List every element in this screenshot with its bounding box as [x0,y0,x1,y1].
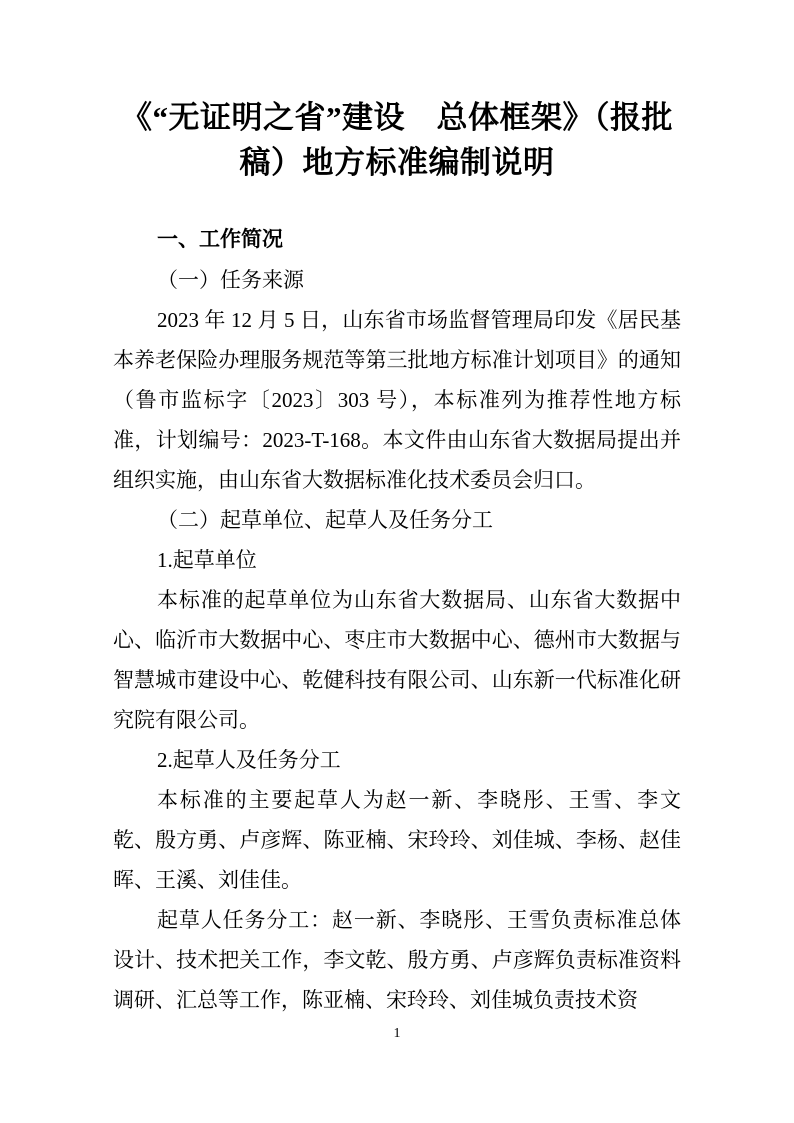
document-content [113,0,681,1020]
document-title-line2: 稿）地方标准编制说明 [239,145,555,180]
subsection-heading-drafting-units-and-drafters: （二）起草单位、起草人及任务分工 [157,508,493,532]
subsubsection-heading-drafting-units: 1.起草单位 [157,548,257,572]
document-title [113,95,681,185]
paragraph-drafters-list: 本标准的主要起草人为赵一新、李晓彤、王雪、李文乾、殷方勇、卢彦辉、陈亚楠、宋玲玲、刘佳城、李杨、赵佳晖、王溪、刘佳佳。 [113,788,681,892]
section-heading-work-overview: 一、工作简况 [157,228,283,251]
paragraph-drafting-units: 本标准的起草单位为山东省大数据局、山东省大数据中心、临沂市大数据中心、枣庄市大数据中心、德州市大数据与智慧城市建设中心、乾健科技有限公司、山东新一代标准化研究院有限公司。 [113,588,681,732]
paragraph-task-source: 2023 年 12 月 5 日，山东省市场监督管理局印发《居民基本养老保险办理服务规范等第三批地方标准计划项目》的通知（鲁市监标字〔2023〕303 号），本标准列为推荐性地方标准，计划编号：2023-T-168。本文件由山东省大数据局提出并组织实施，由山东省大数据标准化技术委员会归口。 [113,308,681,492]
paragraph-task-division: 起草人任务分工：赵一新、李晓彤、王雪负责标准总体设计、技术把关工作，李文乾、殷方勇、卢彦辉负责标准资料调研、汇总等工作，陈亚楠、宋玲玲、刘佳城负责技术资 [113,908,681,1012]
document-title-line1: 《“无证明之省”建设 总体框架》（报批 [121,100,673,135]
subsection-heading-task-source: （一）任务来源 [157,268,304,292]
page-number: 1 [393,1026,401,1041]
subsubsection-heading-drafters-task-division: 2.起草人及任务分工 [157,748,341,772]
